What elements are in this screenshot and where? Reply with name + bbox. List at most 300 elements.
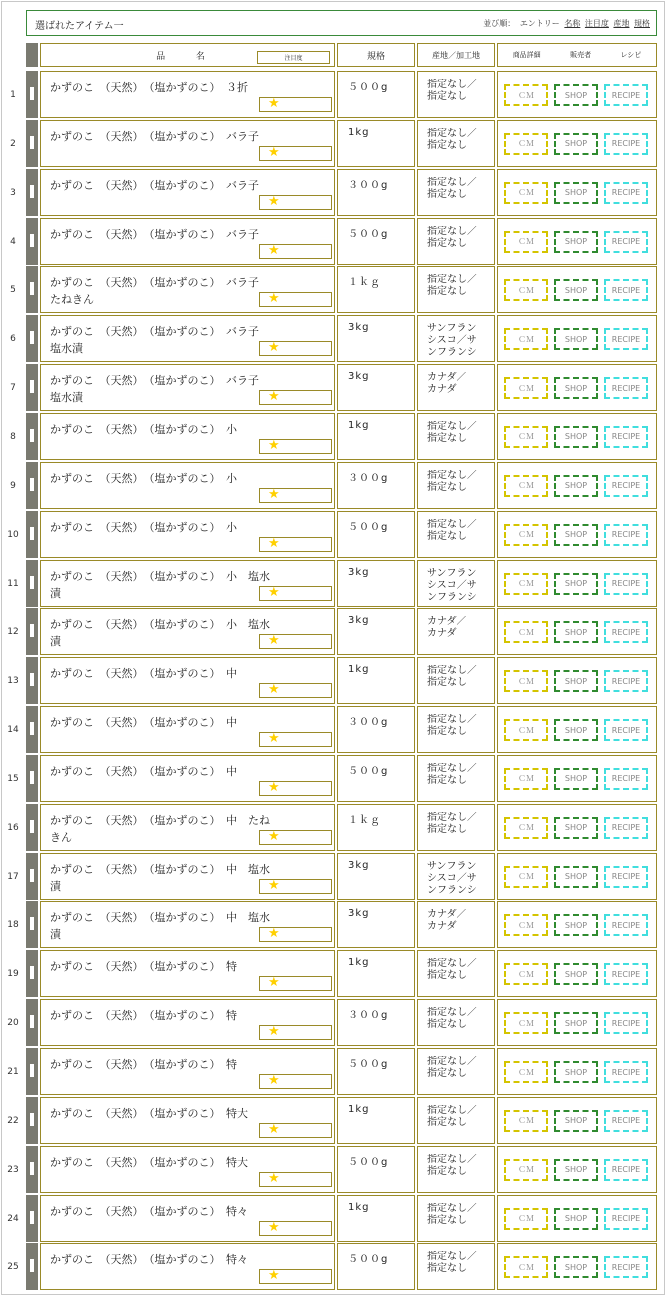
recipe-button[interactable]: RECIPE <box>604 279 648 301</box>
item-name-cell <box>40 315 335 362</box>
item-row <box>0 120 668 167</box>
recipe-button[interactable]: RECIPE <box>604 133 648 155</box>
item-actions-cell <box>497 364 657 411</box>
attention-rating <box>259 146 332 161</box>
item-size: ５００g <box>348 1156 389 1168</box>
shop-button[interactable]: SHOP <box>554 1256 598 1278</box>
item-origin: サンフラン シスコ／サ ンフランシ <box>427 567 477 603</box>
attention-rating <box>259 976 332 991</box>
item-origin: サンフラン シスコ／サ ンフランシ <box>427 323 477 359</box>
row-strip-marker <box>30 1064 34 1077</box>
item-size-cell <box>337 71 415 118</box>
item-row <box>0 657 668 704</box>
recipe-button[interactable]: RECIPE <box>604 573 648 595</box>
item-actions-cell <box>497 462 657 509</box>
shop-button[interactable]: SHOP <box>554 963 598 985</box>
row-select-strip[interactable] <box>26 901 38 948</box>
row-select-strip[interactable] <box>26 315 38 362</box>
item-origin: 指定なし／ 指定なし <box>427 274 477 298</box>
row-select-strip[interactable] <box>26 1048 38 1095</box>
star-icon: ★ <box>268 96 280 111</box>
item-row <box>0 1195 668 1242</box>
cm-button[interactable]: ＣＭ <box>504 328 548 350</box>
star-icon: ★ <box>268 1024 280 1040</box>
item-size-cell <box>337 755 415 802</box>
item-size-cell <box>337 950 415 997</box>
item-name-cell <box>40 657 335 704</box>
attention-rating <box>259 488 332 503</box>
row-strip-marker <box>30 722 34 735</box>
item-size: ５００g <box>348 1059 389 1070</box>
recipe-button[interactable]: RECIPE <box>604 1012 648 1034</box>
row-strip-marker <box>30 576 34 589</box>
shop-button[interactable]: SHOP <box>554 914 598 936</box>
item-name: かずのこ （天然） （塩かずのこ） バラ子 <box>50 129 259 143</box>
item-name-cell <box>40 1243 335 1290</box>
attention-rating <box>259 97 332 112</box>
item-size: ３００g <box>348 1010 389 1022</box>
item-actions-cell <box>497 266 657 313</box>
header-strip <box>26 43 38 67</box>
column-header-name-label: 品 名 <box>156 51 219 62</box>
item-origin-cell <box>417 608 495 655</box>
item-name: かずのこ （天然） （塩かずのこ） バラ子 塩水漬 <box>50 374 259 405</box>
row-strip-marker <box>30 380 34 393</box>
cm-button[interactable]: ＣＭ <box>504 621 548 643</box>
item-actions-cell <box>497 315 657 362</box>
item-size-cell <box>337 608 415 655</box>
row-select-strip[interactable] <box>26 950 38 997</box>
row-strip-marker <box>30 966 34 979</box>
shop-button[interactable]: SHOP <box>554 182 598 204</box>
item-origin: カナダ／ カナダ <box>427 616 467 640</box>
item-name: かずのこ （天然） （塩かずのこ） 特 <box>50 1009 237 1023</box>
item-size: ５００g <box>348 82 389 93</box>
item-size-cell <box>337 804 415 851</box>
row-strip-marker <box>30 331 34 344</box>
cm-button[interactable]: ＣＭ <box>504 231 548 253</box>
row-strip-marker <box>30 429 34 442</box>
shop-button[interactable]: SHOP <box>554 719 598 741</box>
item-name-cell <box>40 999 335 1046</box>
item-size-cell <box>337 120 415 167</box>
cm-button[interactable]: ＣＭ <box>504 768 548 790</box>
attention-rating <box>259 781 332 796</box>
row-strip-marker <box>30 185 34 198</box>
item-name: かずのこ （天然） （塩かずのこ） バラ子 たねきん <box>50 276 259 307</box>
attention-rating <box>259 732 332 747</box>
attention-rating <box>259 1123 332 1138</box>
row-select-strip[interactable] <box>26 413 38 460</box>
attention-rating <box>259 634 332 649</box>
row-strip-marker <box>30 624 34 637</box>
shop-button[interactable]: SHOP <box>554 817 598 839</box>
sort-entry: エントリー <box>519 19 560 28</box>
row-select-strip[interactable] <box>26 657 38 704</box>
item-row <box>0 1146 668 1193</box>
recipe-button[interactable]: RECIPE <box>604 1208 648 1230</box>
item-name-cell <box>40 560 335 607</box>
row-number: 10 <box>7 529 19 540</box>
item-size-cell <box>337 364 415 411</box>
recipe-button[interactable]: RECIPE <box>604 866 648 888</box>
item-row <box>0 950 668 997</box>
item-name-cell <box>40 1195 335 1242</box>
item-actions-cell <box>497 169 657 216</box>
item-name-cell <box>40 1097 335 1144</box>
item-origin-cell <box>417 266 495 313</box>
row-select-strip[interactable] <box>26 1243 38 1290</box>
row-strip-marker <box>30 282 34 295</box>
cm-button[interactable]: ＣＭ <box>504 1208 548 1230</box>
item-row <box>0 71 668 118</box>
attention-rating <box>259 586 332 601</box>
item-origin: カナダ／ カナダ <box>427 909 467 933</box>
row-number: 2 <box>10 138 16 149</box>
cm-button[interactable]: ＣＭ <box>504 817 548 839</box>
recipe-button[interactable]: RECIPE <box>604 426 648 448</box>
recipe-button[interactable]: RECIPE <box>604 84 648 106</box>
item-actions-cell <box>497 218 657 265</box>
item-origin-cell <box>417 999 495 1046</box>
item-size: 3kg <box>348 908 370 920</box>
row-select-strip[interactable] <box>26 364 38 411</box>
item-row <box>0 1097 668 1144</box>
shop-button[interactable]: SHOP <box>554 279 598 301</box>
item-origin: 指定なし／ 指定なし <box>427 1251 477 1275</box>
sort-by-origin-link[interactable]: 産地 <box>613 19 630 28</box>
item-name-cell <box>40 1146 335 1193</box>
row-select-strip[interactable] <box>26 560 38 607</box>
item-row <box>0 901 668 948</box>
item-size: ３００g <box>348 179 389 191</box>
star-icon: ★ <box>268 193 280 209</box>
cm-button[interactable]: ＣＭ <box>504 84 548 106</box>
item-name-cell <box>40 901 335 948</box>
row-strip-marker <box>30 136 34 149</box>
attention-rating <box>259 292 332 307</box>
recipe-button[interactable]: RECIPE <box>604 719 648 741</box>
item-origin-cell <box>417 71 495 118</box>
item-size-cell <box>337 999 415 1046</box>
item-size-cell <box>337 462 415 509</box>
item-size: 1kg <box>348 126 370 138</box>
cm-button[interactable]: ＣＭ <box>504 1012 548 1034</box>
sort-by-attention-link[interactable]: 注目度 <box>584 19 609 28</box>
row-select-strip[interactable] <box>26 462 38 509</box>
row-select-strip[interactable] <box>26 1146 38 1193</box>
item-name: かずのこ （天然） （塩かずのこ） 特大 <box>50 1106 248 1120</box>
shop-button[interactable]: SHOP <box>554 1012 598 1034</box>
recipe-button[interactable]: RECIPE <box>604 914 648 936</box>
recipe-button[interactable]: RECIPE <box>604 231 648 253</box>
star-icon: ★ <box>268 340 280 356</box>
row-select-strip[interactable] <box>26 218 38 265</box>
shop-button[interactable]: SHOP <box>554 573 598 595</box>
item-name: かずのこ （天然） （塩かずのこ） バラ子 <box>50 178 259 192</box>
item-actions-cell <box>497 901 657 948</box>
shop-button[interactable]: SHOP <box>554 377 598 399</box>
item-row <box>0 1243 668 1290</box>
shop-button[interactable]: SHOP <box>554 1061 598 1083</box>
cm-button[interactable]: ＣＭ <box>504 426 548 448</box>
item-name: かずのこ （天然） （塩かずのこ） 小 <box>50 520 237 534</box>
item-size: 3kg <box>348 859 370 871</box>
item-origin-cell <box>417 364 495 411</box>
item-size: 3kg <box>348 566 370 578</box>
recipe-button[interactable]: RECIPE <box>604 328 648 350</box>
item-name-cell <box>40 853 335 900</box>
star-icon: ★ <box>268 828 280 844</box>
cm-button[interactable]: ＣＭ <box>504 133 548 155</box>
item-size-cell <box>337 706 415 753</box>
row-strip-marker <box>30 869 34 882</box>
item-name: かずのこ （天然） （塩かずのこ） 中 塩水 漬 <box>50 911 270 942</box>
recipe-button[interactable]: RECIPE <box>604 621 648 643</box>
item-origin-cell <box>417 1146 495 1193</box>
cm-button[interactable]: ＣＭ <box>504 670 548 692</box>
item-size: １ｋｇ <box>348 277 381 289</box>
row-strip-marker <box>30 87 34 100</box>
sort-by-size-link[interactable]: 規格 <box>634 19 650 28</box>
shop-button[interactable]: SHOP <box>554 231 598 253</box>
attention-rating <box>259 1172 332 1187</box>
recipe-button[interactable]: RECIPE <box>604 817 648 839</box>
attention-rating <box>259 1221 332 1236</box>
item-origin-cell <box>417 950 495 997</box>
item-row <box>0 218 668 265</box>
item-size: 1kg <box>348 1201 370 1213</box>
item-size-cell <box>337 169 415 216</box>
item-name-cell <box>40 1048 335 1095</box>
attention-rating <box>259 927 332 942</box>
item-origin: 指定なし／ 指定なし <box>427 958 477 982</box>
item-origin-cell <box>417 706 495 753</box>
item-size-cell <box>337 218 415 265</box>
item-origin: サンフラン シスコ／サ ンフランシ <box>427 860 477 896</box>
item-origin-cell <box>417 511 495 558</box>
row-number: 11 <box>7 578 19 589</box>
item-name-cell <box>40 706 335 753</box>
row-strip-marker <box>30 1259 34 1272</box>
item-name: かずのこ （天然） （塩かずのこ） 特大 <box>50 1155 248 1169</box>
item-origin-cell <box>417 804 495 851</box>
row-number: 9 <box>10 480 16 491</box>
star-icon: ★ <box>268 1073 280 1088</box>
attention-rating <box>259 341 332 356</box>
cm-button[interactable]: ＣＭ <box>504 573 548 595</box>
item-row <box>0 511 668 558</box>
attention-rating <box>259 1269 332 1284</box>
row-select-strip[interactable] <box>26 266 38 313</box>
star-icon: ★ <box>268 1268 280 1284</box>
item-origin: 指定なし／ 指定なし <box>427 714 477 738</box>
item-row <box>0 364 668 411</box>
item-row <box>0 266 668 313</box>
cm-button[interactable]: ＣＭ <box>504 1061 548 1083</box>
attention-rating <box>259 879 332 894</box>
row-select-strip[interactable] <box>26 608 38 655</box>
cm-button[interactable]: ＣＭ <box>504 914 548 936</box>
recipe-button[interactable]: RECIPE <box>604 1110 648 1132</box>
attention-rating <box>259 683 332 698</box>
recipe-button[interactable]: RECIPE <box>604 1159 648 1181</box>
row-strip-marker <box>30 1015 34 1028</box>
shop-button[interactable]: SHOP <box>554 1159 598 1181</box>
row-strip-marker <box>30 771 34 784</box>
item-size: 1kg <box>348 419 370 431</box>
row-select-strip[interactable] <box>26 999 38 1046</box>
cm-button[interactable]: ＣＭ <box>504 524 548 546</box>
item-row <box>0 413 668 460</box>
shop-button[interactable]: SHOP <box>554 1208 598 1230</box>
shop-button[interactable]: SHOP <box>554 768 598 790</box>
row-select-strip[interactable] <box>26 853 38 900</box>
item-origin: 指定なし／ 指定なし <box>427 1104 477 1128</box>
shop-button[interactable]: SHOP <box>554 426 598 448</box>
item-actions-cell <box>497 1195 657 1242</box>
item-row <box>0 169 668 216</box>
shop-button[interactable]: SHOP <box>554 621 598 643</box>
cm-button[interactable]: ＣＭ <box>504 1159 548 1181</box>
row-select-strip[interactable] <box>26 755 38 802</box>
row-select-strip[interactable] <box>26 706 38 753</box>
item-row <box>0 999 668 1046</box>
row-number: 21 <box>7 1067 19 1077</box>
recipe-button[interactable]: RECIPE <box>604 963 648 985</box>
row-number: 20 <box>7 1018 19 1029</box>
row-select-strip[interactable] <box>26 511 38 558</box>
item-row <box>0 1048 668 1095</box>
cm-button[interactable]: ＣＭ <box>504 1256 548 1278</box>
row-number: 24 <box>7 1213 19 1224</box>
item-size: 3kg <box>348 371 370 383</box>
recipe-button[interactable]: RECIPE <box>604 377 648 399</box>
recipe-button[interactable]: RECIPE <box>604 182 648 204</box>
item-name-cell <box>40 950 335 997</box>
row-number: 15 <box>7 773 19 784</box>
shop-button[interactable]: SHOP <box>554 84 598 106</box>
cm-button[interactable]: ＣＭ <box>504 963 548 985</box>
item-name-cell <box>40 511 335 558</box>
row-select-strip[interactable] <box>26 1195 38 1242</box>
item-actions-cell <box>497 657 657 704</box>
item-origin: 指定なし／ 指定なし <box>427 1202 477 1226</box>
cm-button[interactable]: ＣＭ <box>504 866 548 888</box>
row-select-strip[interactable] <box>26 71 38 118</box>
column-header-attention: 注目度 <box>257 51 330 64</box>
star-icon: ★ <box>268 926 280 942</box>
attention-rating <box>259 195 332 210</box>
item-size-cell <box>337 1195 415 1242</box>
shop-button[interactable]: SHOP <box>554 670 598 692</box>
star-icon: ★ <box>268 389 280 405</box>
star-icon: ★ <box>268 437 280 453</box>
item-size-cell <box>337 657 415 704</box>
row-number: 16 <box>7 822 19 833</box>
recipe-button[interactable]: RECIPE <box>604 1256 648 1278</box>
star-icon: ★ <box>268 877 280 893</box>
item-name-cell <box>40 804 335 851</box>
item-actions-cell <box>497 413 657 460</box>
item-name: かずのこ （天然） （塩かずのこ） 特々 <box>50 1204 248 1218</box>
recipe-button[interactable]: RECIPE <box>604 524 648 546</box>
row-select-strip[interactable] <box>26 1097 38 1144</box>
cm-button[interactable]: ＣＭ <box>504 475 548 497</box>
item-name: かずのこ （天然） （塩かずのこ） バラ子 塩水漬 <box>50 325 259 356</box>
column-header-recipe: レシピ <box>620 51 642 59</box>
item-origin-cell <box>417 462 495 509</box>
item-size-cell <box>337 853 415 900</box>
row-number: 18 <box>7 920 19 931</box>
row-select-strip[interactable] <box>26 804 38 851</box>
cm-button[interactable]: ＣＭ <box>504 279 548 301</box>
shop-button[interactable]: SHOP <box>554 866 598 888</box>
row-number: 8 <box>10 431 16 442</box>
item-actions-cell <box>497 999 657 1046</box>
item-origin-cell <box>417 560 495 607</box>
column-header-details: 商品詳細 <box>512 51 541 59</box>
item-actions-cell <box>497 1146 657 1193</box>
row-number: 19 <box>7 969 19 980</box>
recipe-button[interactable]: RECIPE <box>604 1061 648 1083</box>
item-origin-cell <box>417 1195 495 1242</box>
shop-button[interactable]: SHOP <box>554 1110 598 1132</box>
column-header-size-label: 規格 <box>366 51 385 62</box>
row-number: 6 <box>10 334 16 345</box>
row-strip-marker <box>30 1211 34 1224</box>
selected-items-header <box>26 10 657 36</box>
shop-button[interactable]: SHOP <box>554 475 598 497</box>
column-header-origin <box>417 43 495 67</box>
recipe-button[interactable]: RECIPE <box>604 475 648 497</box>
item-actions-cell <box>497 1243 657 1290</box>
item-name-cell <box>40 462 335 509</box>
item-name: かずのこ （天然） （塩かずのこ） 小 <box>50 471 237 485</box>
row-number: 25 <box>7 1262 19 1273</box>
row-number: 7 <box>10 383 16 394</box>
cm-button[interactable]: ＣＭ <box>504 1110 548 1132</box>
cm-button[interactable]: ＣＭ <box>504 377 548 399</box>
item-size-cell <box>337 1146 415 1193</box>
cm-button[interactable]: ＣＭ <box>504 719 548 741</box>
row-strip-marker <box>30 234 34 247</box>
item-origin: カナダ／ カナダ <box>427 372 467 396</box>
row-number: 13 <box>7 676 19 687</box>
item-size-cell <box>337 1048 415 1095</box>
recipe-button[interactable]: RECIPE <box>604 670 648 692</box>
shop-button[interactable]: SHOP <box>554 524 598 546</box>
recipe-button[interactable]: RECIPE <box>604 768 648 790</box>
row-select-strip[interactable] <box>26 120 38 167</box>
shop-button[interactable]: SHOP <box>554 133 598 155</box>
item-size-cell <box>337 901 415 948</box>
sort-by-name-link[interactable]: 名称 <box>564 19 581 28</box>
cm-button[interactable]: ＣＭ <box>504 182 548 204</box>
item-size-cell <box>337 315 415 362</box>
shop-button[interactable]: SHOP <box>554 328 598 350</box>
row-select-strip[interactable] <box>26 169 38 216</box>
item-name: かずのこ （天然） （塩かずのこ） 特々 <box>50 1253 248 1267</box>
row-strip-marker <box>30 1113 34 1126</box>
item-origin-cell <box>417 657 495 704</box>
item-row <box>0 462 668 509</box>
item-origin: 指定なし／ 指定なし <box>427 225 477 249</box>
item-name: かずのこ （天然） （塩かずのこ） 中 <box>50 716 237 730</box>
item-name: かずのこ （天然） （塩かずのこ） 中 <box>50 764 237 778</box>
item-size: 3kg <box>348 615 370 627</box>
item-size-cell <box>337 266 415 313</box>
